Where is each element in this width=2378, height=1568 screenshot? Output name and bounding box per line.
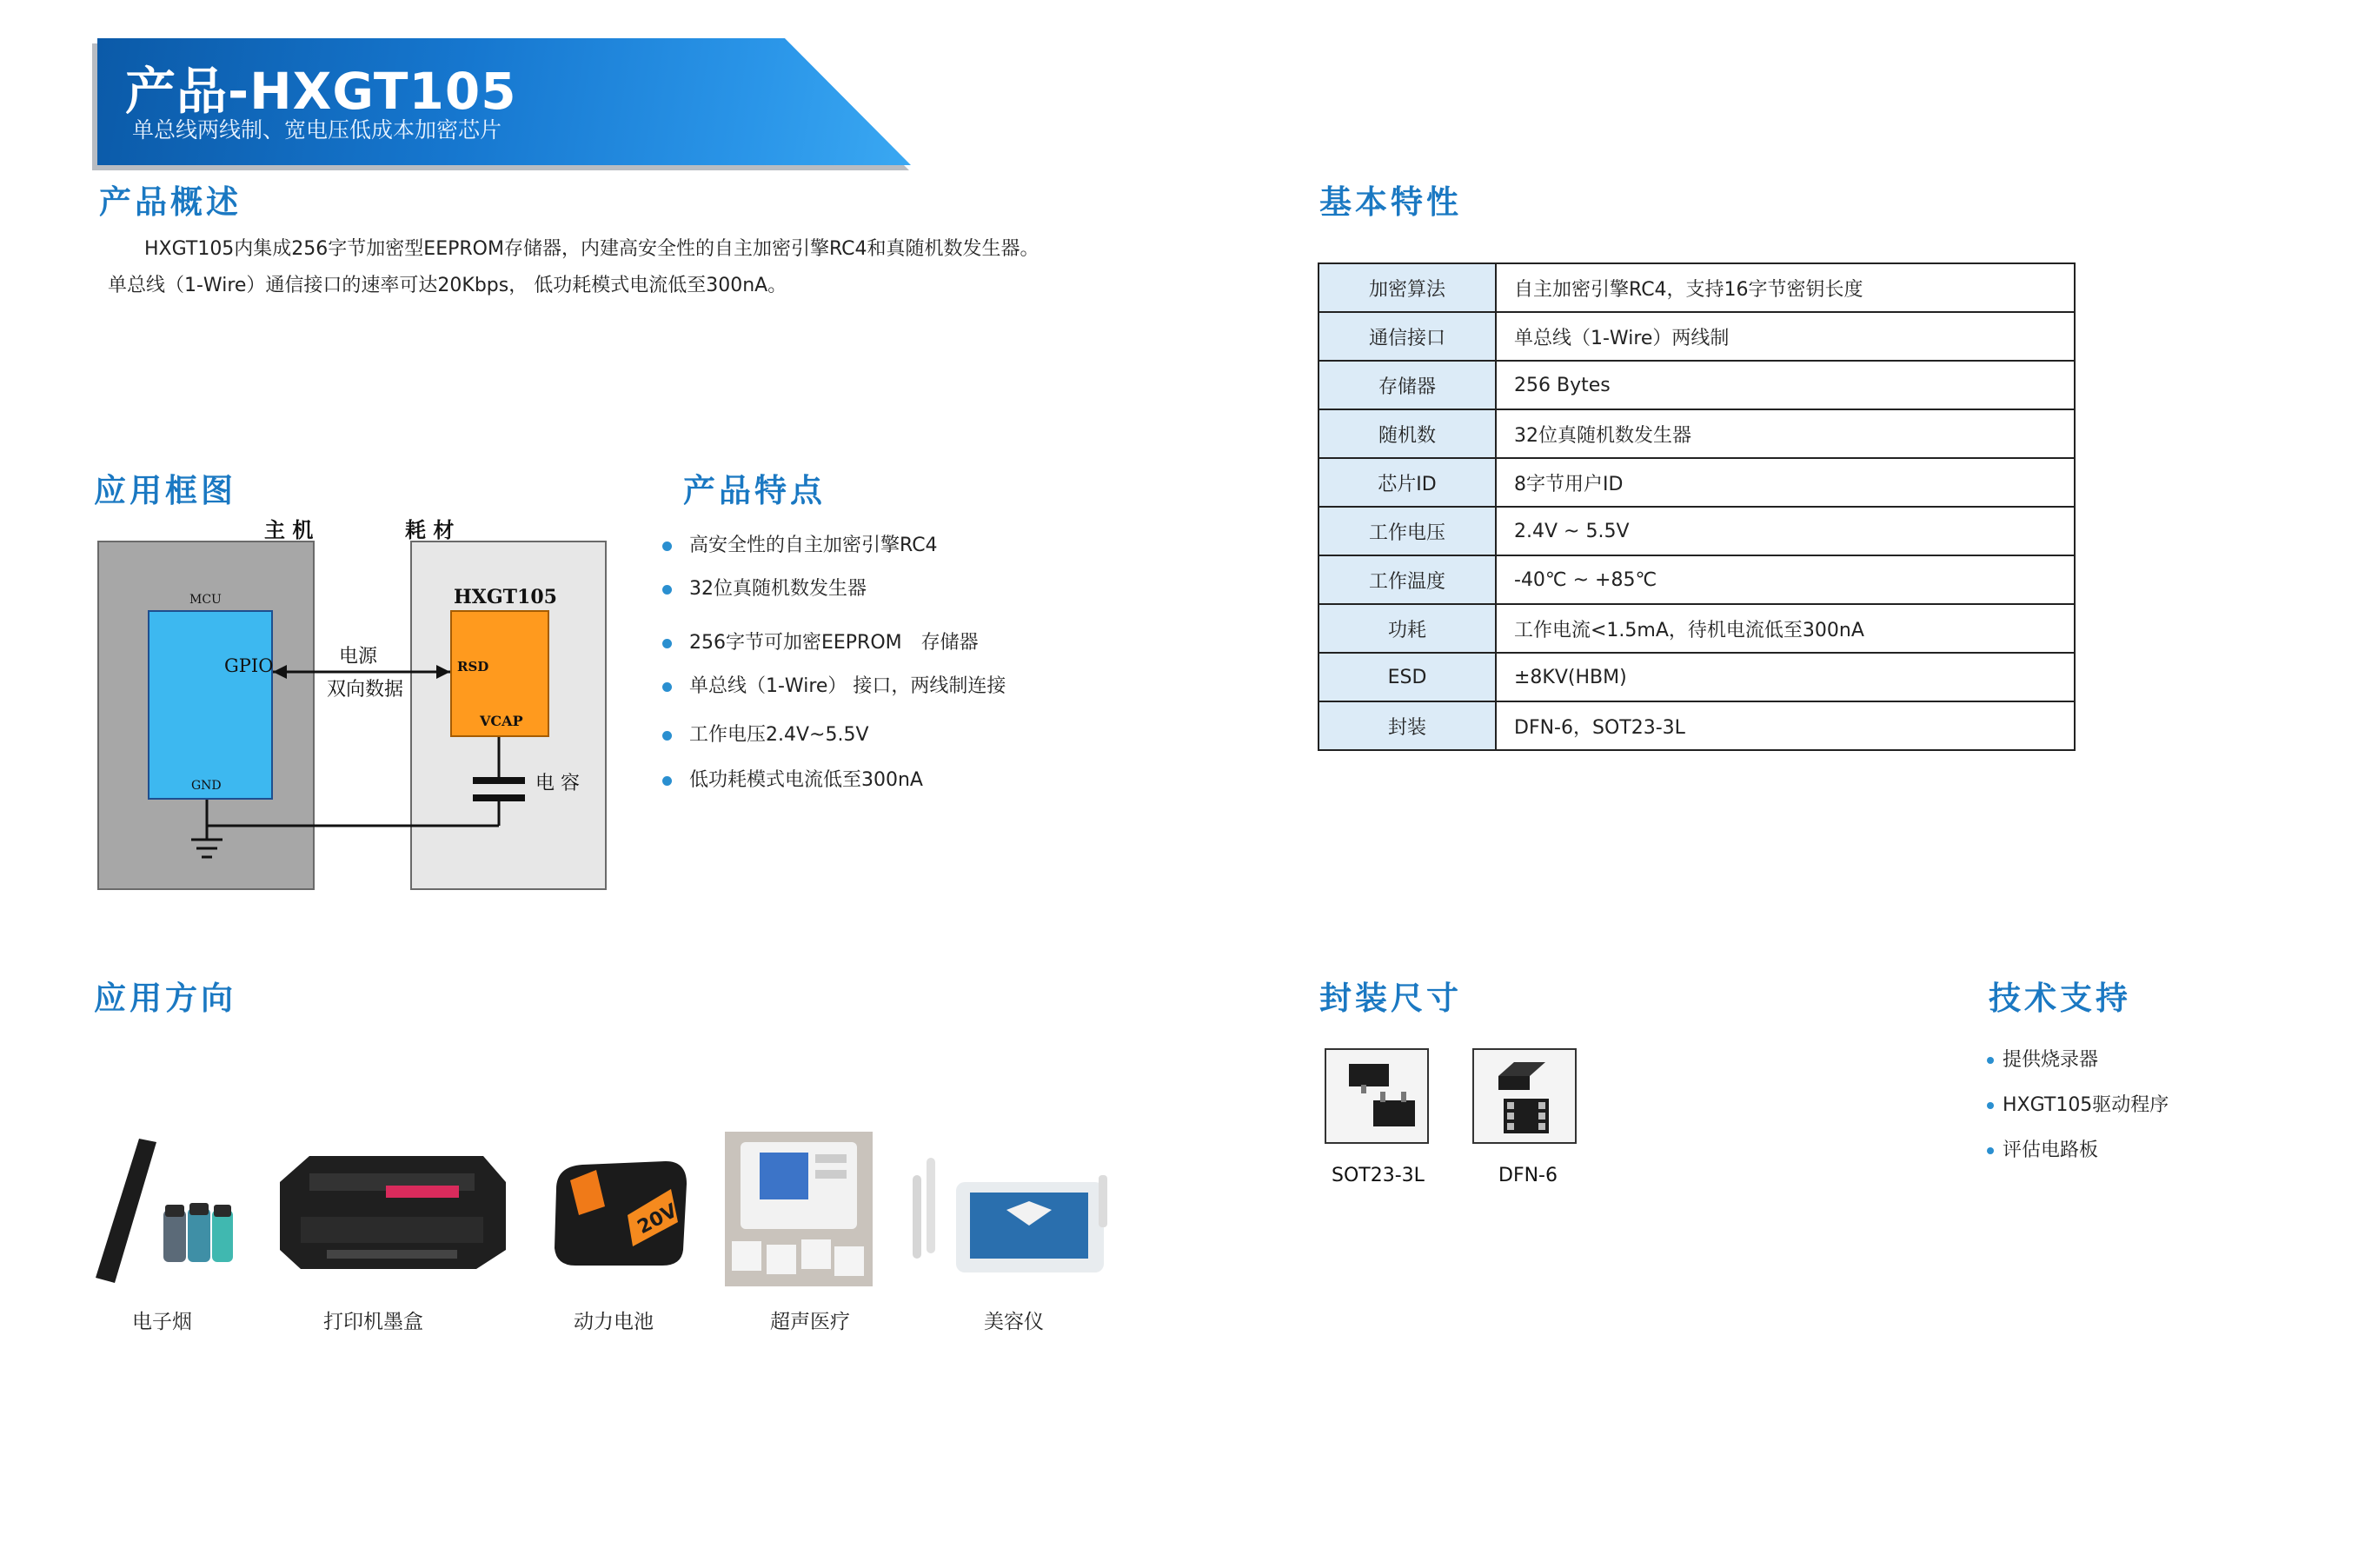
mcu-label: MCU [189, 593, 222, 607]
diagram-heading: 应用框图 [94, 472, 236, 509]
e-cigarette-icon [87, 1130, 235, 1286]
bullet-dot-icon [662, 682, 672, 692]
table-row [1319, 555, 2075, 604]
vcap-label: VCAP [480, 713, 523, 729]
ultrasound-device-icon [725, 1132, 873, 1286]
table-row [1319, 458, 2075, 507]
application-label: 超声医疗 [770, 1311, 850, 1333]
spec-value: 单总线（1-Wire）两线制 [1496, 312, 2075, 361]
list-item: HXGT105驱动程序 [1987, 1090, 2169, 1117]
list-item: 评估电路板 [1987, 1135, 2098, 1162]
package-frame [1325, 1048, 1429, 1144]
spec-key: 芯片ID [1319, 458, 1496, 507]
page-subtitle: 单总线两线制、宽电压低成本加密芯片 [132, 117, 502, 143]
table-row [1319, 507, 2075, 555]
application-label: 电子烟 [132, 1311, 192, 1333]
spec-value: 256 Bytes [1496, 361, 2075, 409]
spec-key: 通信接口 [1319, 312, 1496, 361]
spec-key: 工作温度 [1319, 555, 1496, 604]
gnd-label: GND [191, 779, 222, 793]
spec-value: 自主加密引擎RC4，支持16字节密钥长度 [1496, 263, 2075, 312]
package-label: DFN-6 [1498, 1165, 1558, 1186]
list-item: 提供烧录器 [1987, 1045, 2098, 1072]
specs-heading: 基本特性 [1319, 183, 1462, 221]
features-heading: 产品特点 [683, 472, 826, 509]
list-item: 32位真随机数发生器 [662, 574, 867, 601]
printer-cartridge-icon [275, 1147, 511, 1278]
power-battery-icon [544, 1154, 692, 1269]
table-row [1319, 604, 2075, 653]
spec-key: 存储器 [1319, 361, 1496, 409]
spec-key: 工作电压 [1319, 507, 1496, 555]
dfn6-chip-icon [1474, 1050, 1575, 1142]
diagram-wires [94, 513, 615, 895]
table-row [1319, 312, 2075, 361]
bullet-dot-icon [662, 639, 672, 648]
bullet-dot-icon [662, 541, 672, 551]
bullet-dot-icon [662, 731, 672, 741]
bullet-dot-icon [662, 585, 672, 595]
list-item: 工作电压2.4V~5.5V [662, 720, 869, 747]
spec-value: 8字节用户ID [1496, 458, 2075, 507]
spec-value: DFN-6，SOT23-3L [1496, 701, 2075, 750]
spec-value: -40℃ ~ +85℃ [1496, 555, 2075, 604]
overview-text: HXGT105内集成256字节加密型EEPROM存储器，内建高安全性的自主加密引擎RC4和真随机数发生器。单总线（1-Wire）通信接口的速率可达20Kbps， 低功耗模式电流低至300nA。 [108, 238, 1040, 296]
list-item: 256字节可加密EEPROM 存储器 [662, 628, 979, 654]
table-row [1319, 701, 2075, 750]
application-label: 打印机墨盒 [323, 1311, 423, 1333]
rsd-label: RSD [457, 659, 489, 674]
overview-heading: 产品概述 [99, 183, 242, 221]
bullet-dot-icon [1987, 1147, 1994, 1154]
table-row [1319, 361, 2075, 409]
packages-heading: 封装尺寸 [1319, 980, 1462, 1017]
spec-key: 加密算法 [1319, 263, 1496, 312]
bullet-dot-icon [1987, 1057, 1994, 1064]
package-frame [1472, 1048, 1577, 1144]
application-label: 动力电池 [574, 1311, 654, 1333]
sot23-chip-icon [1326, 1050, 1427, 1142]
page-title: 产品-HXGT105 [125, 62, 517, 121]
spec-value: 32位真随机数发生器 [1496, 409, 2075, 458]
support-heading: 技术支持 [1989, 980, 2131, 1017]
application-label: 美容仪 [984, 1311, 1044, 1333]
spec-value: 工作电流<1.5mA，待机电流低至300nA [1496, 604, 2075, 653]
list-item: 高安全性的自主加密引擎RC4 [662, 530, 938, 557]
list-item: 单总线（1-Wire） 接口，两线制连接 [662, 671, 1006, 698]
applications-heading: 应用方向 [94, 980, 236, 1017]
spec-value: ±8KV(HBM) [1496, 653, 2075, 701]
host-label: 主 机 [264, 518, 314, 542]
list-item: 低功耗模式电流低至300nA [662, 765, 923, 792]
table-row [1319, 409, 2075, 458]
spec-key: 随机数 [1319, 409, 1496, 458]
table-row [1319, 263, 2075, 312]
gpio-label: GPIO [224, 655, 274, 676]
bullet-dot-icon [662, 776, 672, 786]
package-label: SOT23-3L [1332, 1165, 1425, 1186]
chip-label: HXGT105 [454, 586, 557, 608]
application-block-diagram [94, 513, 615, 895]
beauty-device-icon [904, 1140, 1121, 1279]
spec-table [1318, 262, 2076, 751]
data-label: 双向数据 [327, 679, 404, 701]
spec-key: ESD [1319, 653, 1496, 701]
bullet-dot-icon [1987, 1102, 1994, 1109]
consumable-label: 耗 材 [405, 518, 455, 542]
spec-key: 功耗 [1319, 604, 1496, 653]
spec-key: 封装 [1319, 701, 1496, 750]
spec-value: 2.4V ~ 5.5V [1496, 507, 2075, 555]
capacitor-label: 电 容 [535, 773, 580, 794]
power-label: 电源 [339, 646, 378, 668]
table-row [1319, 653, 2075, 701]
svg-text:20V: 20V [634, 1199, 681, 1239]
